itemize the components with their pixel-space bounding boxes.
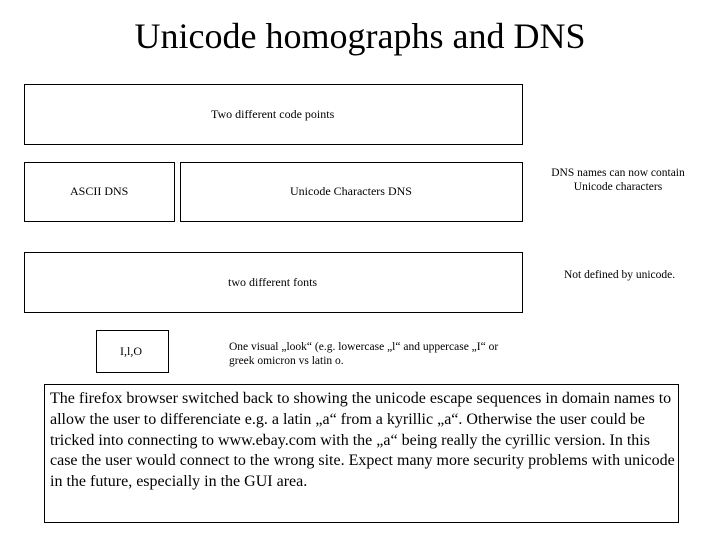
unicode-dns-label: Unicode Characters DNS [290, 184, 412, 198]
slide-title: Unicode homographs and DNS [134, 16, 586, 56]
fonts-box [24, 252, 523, 313]
not-defined-note: Not defined by unicode. [564, 269, 676, 281]
dns-unicode-note: DNS names can now contain Unicode characters [551, 167, 685, 193]
unicode-dns-box [180, 162, 523, 222]
visual-look-note: One visual „look“ (e.g. lowercase „l“ and uppercase „I“ or greek omicron vs latin o. [229, 341, 499, 367]
glyphs-label: I,l,O [120, 344, 142, 358]
ascii-dns-label: ASCII DNS [70, 184, 129, 198]
fonts-label: two different fonts [228, 275, 318, 289]
glyphs-box [96, 330, 169, 373]
code-points-label: Two different code points [211, 107, 335, 121]
explanation-paragraph: The firefox browser switched back to showing the unicode escape sequences in domain names to allow the user to differenciate e.g. a latin „a“ from a kyrillic „a“. Otherwise the user could be tricked into connecting to www.ebay.com with the „a“ being really the cyrillic version. In this case the user would connect to the wrong site. Expect many more security problems with unicode in the future, especially in the GUI area. [44, 384, 679, 523]
code-points-box [24, 84, 523, 145]
ascii-dns-box [24, 162, 175, 222]
